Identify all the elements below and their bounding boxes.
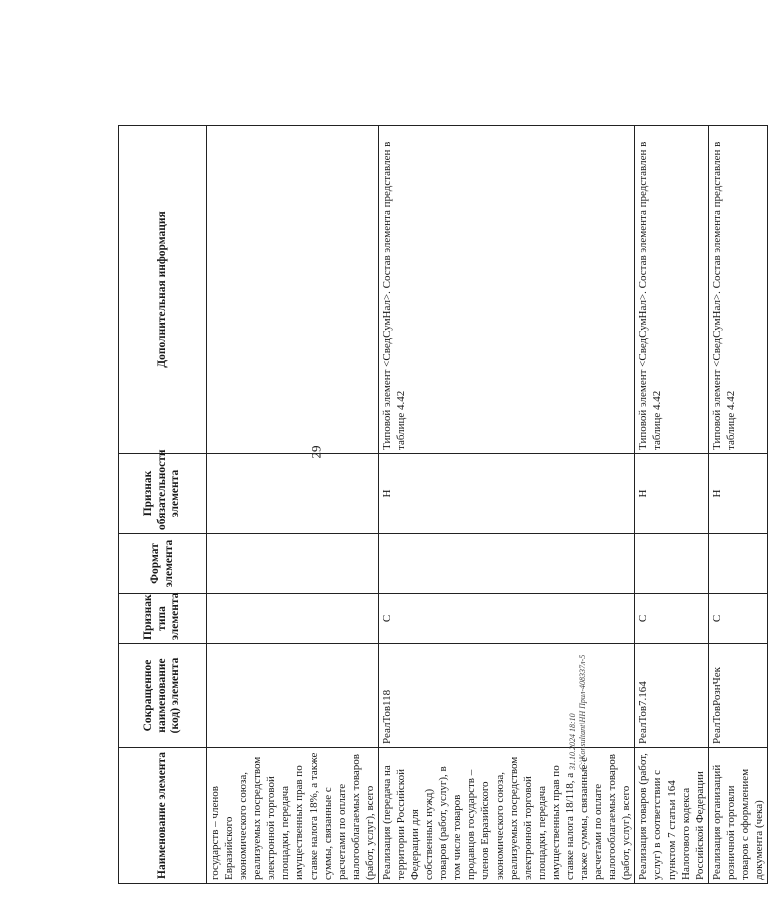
header-info: Дополнительная информация <box>119 126 207 454</box>
table-header-row <box>119 126 207 884</box>
cell-info: Типовой элемент <СведСумНал>. Состав элемента представлен в таблице 4.42 <box>635 126 708 454</box>
cell-required: Н <box>378 454 634 534</box>
cell-name: Реализация товаров (работ, услуг) в соответствии с пунктом 7 статьи 164 Налогового кодекса Российской Федерации <box>635 748 708 884</box>
cell-type: С <box>635 594 708 644</box>
cell-info: Типовой элемент <СведСумНал>. Состав элемента представлен в таблице 4.42 <box>378 126 634 454</box>
table-row <box>378 126 634 884</box>
cell-required: Н <box>635 454 708 534</box>
elements-table <box>118 125 768 884</box>
cell-info <box>207 126 379 454</box>
page-number: 29 <box>308 445 324 459</box>
header-type: Признак типа элемента <box>119 594 207 644</box>
table-row <box>207 126 379 884</box>
cell-type: С <box>708 594 767 644</box>
cell-name: Реализация (передача на территории Российской Федерации для собственных нужд) товаров (работ, услуг), в том числе товаров продавцов государств – членов Евразийского экономического союза, реализуемых посредством электронной торговой площадки, передача имущественных прав по ставке налога 18/118, а также суммы, связанные с расчетами по оплате налогооблагаемых товаров (работ, услуг), всего <box>378 748 634 884</box>
cell-code: РеалТов7.164 <box>635 644 708 748</box>
header-required: Признак обязательности элемента <box>119 454 207 534</box>
cell-required <box>207 454 379 534</box>
cell-format <box>708 534 767 594</box>
cell-code: РеалТов118 <box>378 644 634 748</box>
cell-type <box>207 594 379 644</box>
cell-format <box>378 534 634 594</box>
header-name: Наименование элемента <box>119 748 207 884</box>
cell-format <box>207 534 379 594</box>
cell-code: РеалТовРознЧек <box>708 644 767 748</box>
cell-name: Реализация организаций розничной торговли товаров с оформлением документа (чека) <box>708 748 767 884</box>
cell-type: С <box>378 594 634 644</box>
cell-required: Н <box>708 454 767 534</box>
file-stamp-path: С:\Konsultant\НН Прил-408337л-5 <box>577 654 587 770</box>
cell-name: государств – членов Евразийского экономического союза, реализуемых посредством электронной торговой площадки, передача имущественных прав по ставке налога 18%, а также суммы, связанные с расчетами по оплате налогооблагаемых товаров (работ, услуг), всего <box>207 748 379 884</box>
header-code: Сокращенное наименование (код) элемента <box>119 644 207 748</box>
cell-code <box>207 644 379 748</box>
cell-info: Типовой элемент <СведСумНал>. Состав элемента представлен в таблице 4.42 <box>708 126 767 454</box>
header-format: Формат элемента <box>119 534 207 594</box>
table-row <box>635 126 708 884</box>
table-row <box>708 126 767 884</box>
file-stamp <box>568 655 587 770</box>
cell-format <box>635 534 708 594</box>
file-stamp-date: 31.10.2024 18:10 <box>568 713 577 770</box>
